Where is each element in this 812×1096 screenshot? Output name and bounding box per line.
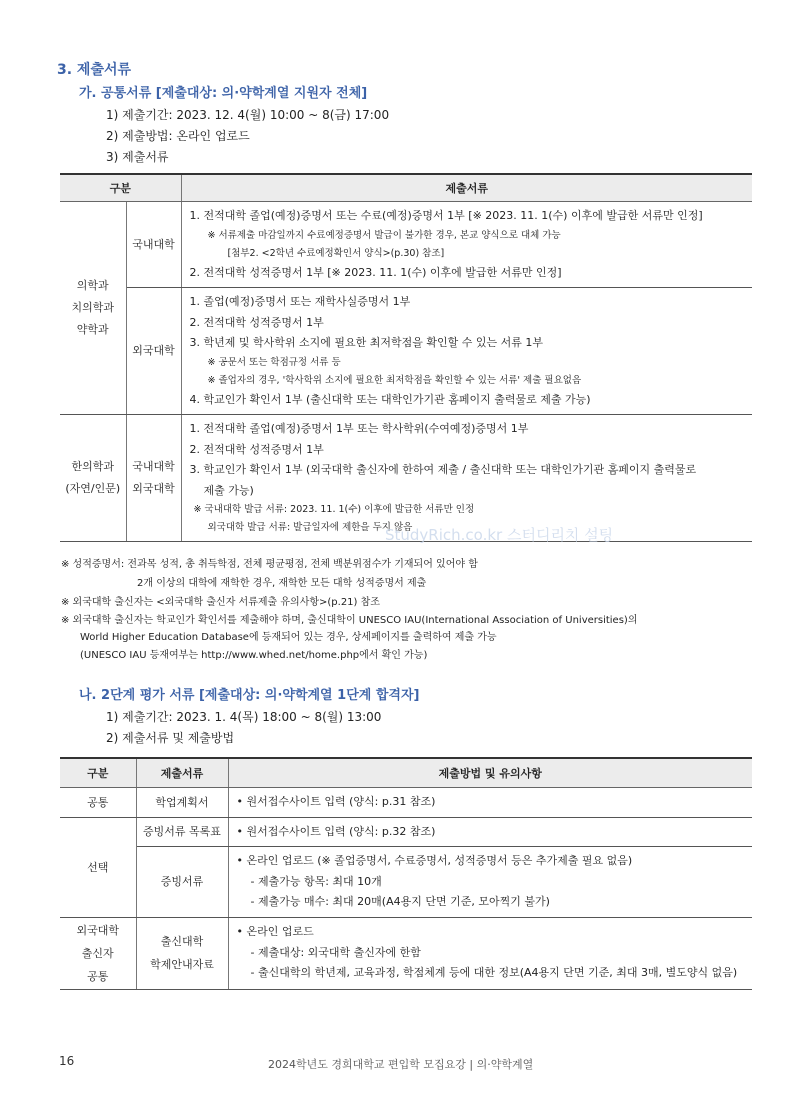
document-label: 학제안내자료 bbox=[150, 958, 214, 971]
table-row bbox=[60, 788, 752, 818]
part-b-item: 1) 제출기간: 2023. 1. 4(목) 18:00 ~ 8(월) 13:00 bbox=[106, 710, 382, 724]
category-label: (자연/인문) bbox=[65, 482, 121, 495]
doc-line: 3. 학년제 및 학사학위 소지에 필요한 최저학점을 확인할 수 있는 서류 1부 bbox=[189, 336, 543, 349]
doc-line: 2. 전적대학 성적증명서 1부 [※ 2023. 11. 1(수) 이후에 발급한 서류만 인정] bbox=[189, 265, 562, 279]
doc-note: ※ 공문서 또는 학점규정 서류 등 bbox=[207, 356, 341, 368]
part-b-title: 나. 2단계 평가 서류 [제출대상: 의·약학계열 1단계 합격자] bbox=[79, 688, 420, 703]
table-row bbox=[60, 288, 752, 415]
part-b-item: 2) 제출서류 및 제출방법 bbox=[106, 731, 235, 745]
doc-note: ※ 국내대학 발급 서류: 2023. 11. 1(수) 이후에 발급한 서류만 인정 bbox=[193, 504, 475, 515]
category-cell: 선택 bbox=[60, 817, 136, 917]
note-line: ※ 성적증명서: 전과목 성적, 총 취득학점, 전체 평균평점, 전체 백분위점수가 기재되어 있어야 함 bbox=[61, 559, 478, 570]
part-a-item: 3) 제출서류 bbox=[106, 150, 169, 164]
note-line: ※ 외국대학 출신자는 학교인가 확인서를 제출해야 하며, 출신대학이 UNESCO IAU(International Association of Universities)의 bbox=[61, 615, 638, 626]
documents-cell bbox=[181, 288, 752, 415]
note-line: World Higher Education Database에 등재되어 있는 경우, 상세페이지를 출력하여 제출 가능 bbox=[80, 632, 497, 643]
doc-line: 1. 전적대학 졸업(예정)증명서 또는 수료(예정)증명서 1부 [※ 2023. 11. 1(수) 이후에 발급한 서류만 인정] bbox=[189, 209, 703, 222]
part-a-item: 2) 제출방법: 온라인 업로드 bbox=[106, 129, 250, 143]
category-cell bbox=[60, 917, 136, 989]
stage2-documents-table bbox=[60, 757, 752, 990]
table-row bbox=[60, 415, 752, 542]
doc-note: ※ 서류제출 마감일까지 수료예정증명서 발급이 불가한 경우, 본교 양식으로 대체 가능 bbox=[207, 229, 561, 241]
table-header: 제출방법 및 유의사항 bbox=[228, 758, 752, 788]
category-cell: 공통 bbox=[60, 788, 136, 818]
subcategory-cell: 외국대학 bbox=[126, 288, 181, 415]
doc-line: 1. 전적대학 졸업(예정)증명서 1부 또는 학사학위(수여예정)증명서 1부 bbox=[189, 422, 529, 435]
doc-line: 4. 학교인가 확인서 1부 (출신대학 또는 대학인가기관 홈페이지 출력물로 제출 가능) bbox=[189, 392, 591, 406]
table-row bbox=[60, 202, 752, 288]
method-line: - 출신대학의 학년제, 교육과정, 학점체계 등에 대한 정보(A4용지 단면 기준, 최대 3매, 별도양식 없음) bbox=[250, 966, 738, 980]
method-line: • 원서접수사이트 입력 (양식: p.32 참조) bbox=[236, 824, 436, 838]
document-cell: 증빙서류 목록표 bbox=[136, 817, 228, 847]
table-row bbox=[60, 817, 752, 847]
method-line: • 온라인 업로드 (※ 졸업증명서, 수료증명서, 성적증명서 등은 추가제출 필요 없음) bbox=[236, 854, 633, 867]
note-line: (UNESCO IAU 등재여부는 http://www.whed.net/home.php에서 확인 가능) bbox=[80, 650, 428, 661]
subcategory-label: 국내대학 bbox=[132, 460, 175, 473]
note-line: 2개 이상의 대학에 재학한 경우, 재학한 모든 대학 성적증명서 제출 bbox=[137, 578, 427, 589]
documents-cell bbox=[181, 415, 752, 542]
table-header-row bbox=[60, 758, 752, 788]
doc-note: ※ 졸업자의 경우, '학사학위 소지에 필요한 최저학점을 확인할 수 있는 서류' 제출 필요없음 bbox=[207, 374, 582, 386]
document-cell: 증빙서류 bbox=[136, 847, 228, 918]
table-row bbox=[60, 847, 752, 918]
method-line: • 원서접수사이트 입력 (양식: p.31 참조) bbox=[236, 795, 436, 808]
method-cell bbox=[228, 917, 752, 989]
doc-line: 제출 가능) bbox=[203, 483, 254, 497]
table-header: 구분 bbox=[60, 758, 136, 788]
category-label: 한의학과 bbox=[71, 460, 114, 473]
category-label: 출신자 bbox=[81, 946, 114, 960]
table-header: 구분 bbox=[60, 174, 181, 202]
part-a-title: 가. 공통서류 [제출대상: 의·약학계열 지원자 전체] bbox=[79, 86, 368, 101]
method-line: - 제출대상: 외국대학 출신자에 한함 bbox=[250, 945, 421, 959]
document-label: 출신대학 bbox=[160, 935, 204, 948]
doc-line: 3. 학교인가 확인서 1부 (외국대학 출신자에 한하여 제출 / 출신대학 또는 대학인가기관 홈페이지 출력물로 bbox=[189, 463, 697, 476]
category-label: 외국대학 bbox=[76, 923, 119, 937]
part-a-item: 1) 제출기간: 2023. 12. 4(월) 10:00 ~ 8(금) 17:00 bbox=[106, 108, 390, 122]
category-label: 약학과 bbox=[76, 323, 109, 336]
table-header: 제출서류 bbox=[181, 174, 752, 202]
doc-line: 1. 졸업(예정)증명서 또는 재학사실증명서 1부 bbox=[189, 295, 411, 308]
category-label: 의학과 bbox=[76, 279, 109, 292]
doc-note: [첨부2. <2학년 수료예정확인서 양식>(p.30) 참조] bbox=[227, 247, 445, 259]
table-header-row bbox=[60, 174, 752, 202]
category-cell bbox=[60, 415, 126, 542]
method-cell bbox=[228, 847, 752, 918]
method-line: - 제출가능 항목: 최대 10개 bbox=[250, 874, 382, 888]
section-title: 3. 제출서류 bbox=[57, 62, 132, 78]
documents-cell bbox=[181, 202, 752, 288]
method-cell bbox=[228, 788, 752, 818]
doc-line: 2. 전적대학 성적증명서 1부 bbox=[189, 315, 324, 329]
note-line: ※ 외국대학 출신자는 <외국대학 출신자 서류제출 유의사항>(p.21) 참조 bbox=[61, 597, 380, 608]
subcategory-cell: 국내대학 bbox=[126, 202, 181, 288]
table-row bbox=[60, 917, 752, 989]
subcategory-cell bbox=[126, 415, 181, 542]
common-documents-table bbox=[60, 173, 752, 542]
footer-text: 2024학년도 경희대학교 편입학 모집요강 | 의·약학계열 bbox=[268, 1058, 534, 1071]
subcategory-label: 외국대학 bbox=[132, 482, 175, 495]
watermark: StudyRich.co.kr 스터디리치 설팅 bbox=[385, 526, 614, 544]
method-cell bbox=[228, 817, 752, 847]
method-line: - 제출가능 매수: 최대 20매(A4용지 단면 기준, 모아찍기 불가) bbox=[250, 895, 550, 908]
category-label: 치의학과 bbox=[71, 301, 114, 314]
doc-line: 2. 전적대학 성적증명서 1부 bbox=[189, 442, 324, 456]
document-cell: 학업계획서 bbox=[136, 788, 228, 818]
category-label: 공통 bbox=[87, 969, 109, 983]
table-header: 제출서류 bbox=[136, 758, 228, 788]
page-number: 16 bbox=[59, 1054, 75, 1068]
document-cell bbox=[136, 917, 228, 989]
category-cell bbox=[60, 202, 126, 415]
method-line: • 온라인 업로드 bbox=[236, 925, 314, 939]
doc-note: 외국대학 발급 서류: 발급일자에 제한을 두지 않음 bbox=[207, 522, 413, 533]
